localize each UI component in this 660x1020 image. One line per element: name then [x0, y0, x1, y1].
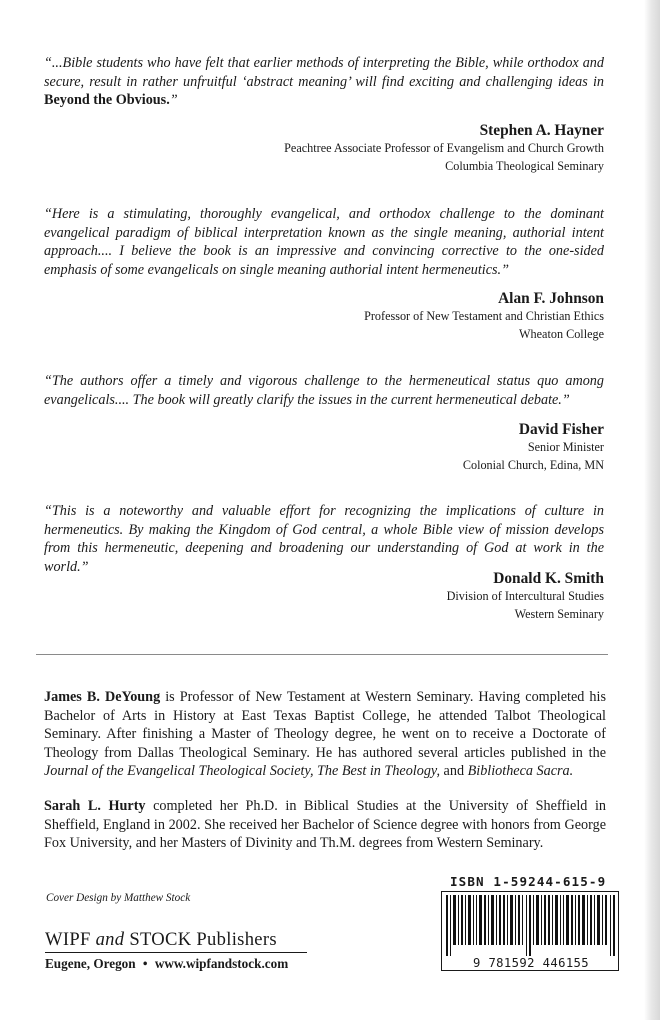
quote-close: ” — [169, 92, 178, 109]
endorser-title: Peachtree Associate Professor of Evangelism and Church Growth — [284, 141, 604, 155]
endorsement-quote-2: “Here is a stimulating, thoroughly evangelical, and orthodox challenge to the dominant evangelical paradigm of biblical interpretation known as the single meaning, authorial intent approach.... I believe the book is an impressive and convincing corrective to the one-sided emphasis of some evangelicals on single meaning authorial intent hermeneutics.” — [44, 206, 604, 278]
publisher-name — [45, 929, 307, 953]
endorsement-quote-4: “This is a noteworthy and valuable effort for recognizing the implications of culture in hermeneutics. By making the Kingdom of God central, a whole Bible view of mission develops from this hermeneutic, deepening and broadening our understanding of God at work in the world.” — [44, 503, 604, 575]
endorsement-attribution-4 — [447, 569, 604, 623]
barcode-digits: 9 781592 446155 — [445, 956, 617, 970]
quote-text: “...Bible students who have felt that earlier methods of interpreting the Bible, while orthodox and secure, result in rather unfruitful ‘abstract meaning’ will find exciting and challenging ideas in — [44, 55, 604, 90]
bio-text-connector: and — [440, 763, 468, 780]
publisher-location — [45, 956, 288, 972]
publisher-name-part: STOCK Publishers — [124, 929, 277, 950]
publisher-city: Eugene, Oregon — [45, 956, 136, 971]
endorser-name: Donald K. Smith — [493, 570, 604, 587]
endorsement-attribution-3 — [463, 420, 604, 474]
endorser-institution: Western Seminary — [514, 606, 604, 621]
endorser-name: Alan F. Johnson — [498, 290, 604, 307]
section-divider — [36, 654, 608, 655]
publication-titles: Journal of the Evangelical Theological Society, The Best in Theology, — [44, 763, 440, 780]
cover-design-credit: Cover Design by Matthew Stock — [46, 892, 191, 904]
endorser-name: David Fisher — [518, 421, 604, 438]
author-name: James B. DeYoung — [44, 689, 161, 705]
endorsement-quote-3: “The authors offer a timely and vigorous challenge to the hermeneutical status quo among evangelicals.... The book will greatly clarify the issues in the current hermeneutical debate.” — [44, 373, 604, 408]
bio-text: is Professor of New Testament at Western Seminary. Having completed his Bachelor of Arts in History at East Texas Baptist College, he attended Talbot Theological Seminary. After finishing a Master of Theology degree, he went on to receive a Doctorate of Theology from Dallas Theological Seminary. He has authored several articles published in the — [44, 689, 606, 761]
author-bio-hurty — [44, 797, 606, 853]
author-bio-deyoung — [44, 688, 606, 781]
book-spine-edge — [644, 0, 660, 1020]
endorser-title: Professor of New Testament and Christian Ethics — [364, 309, 604, 323]
bio-text: completed her Ph.D. in Biblical Studies at the University of Sheffield in Sheffield, England in 2002. She received her Bachelor of Science degree with honors from George Fox University, and her Masters of Divinity and Th.M. degrees from Western Seminary. — [44, 798, 606, 852]
author-name: Sarah L. Hurty — [44, 798, 146, 814]
endorser-location: Colonial Church, Edina, MN — [462, 457, 604, 472]
endorser-title: Senior Minister — [527, 440, 604, 454]
endorser-institution: Wheaton College — [519, 326, 604, 341]
isbn-label: ISBN 1-59244-615-9 — [450, 874, 607, 889]
publisher-website: www.wipfandstock.com — [154, 956, 289, 971]
endorser-institution: Columbia Theological Seminary — [445, 158, 604, 173]
barcode-bars — [446, 895, 616, 957]
book-title: Beyond the Obvious. — [44, 92, 170, 109]
publisher-name-part: WIPF — [45, 929, 96, 950]
publication-title: Bibliotheca Sacra. — [467, 763, 574, 780]
publisher-name-and: and — [95, 929, 125, 950]
endorser-title: Division of Intercultural Studies — [446, 589, 604, 603]
separator-bullet: • — [142, 956, 148, 971]
endorsement-attribution-1 — [284, 121, 604, 175]
endorsement-quote-1 — [44, 54, 604, 110]
endorsement-attribution-2 — [364, 289, 604, 343]
endorser-name: Stephen A. Hayner — [479, 122, 604, 139]
